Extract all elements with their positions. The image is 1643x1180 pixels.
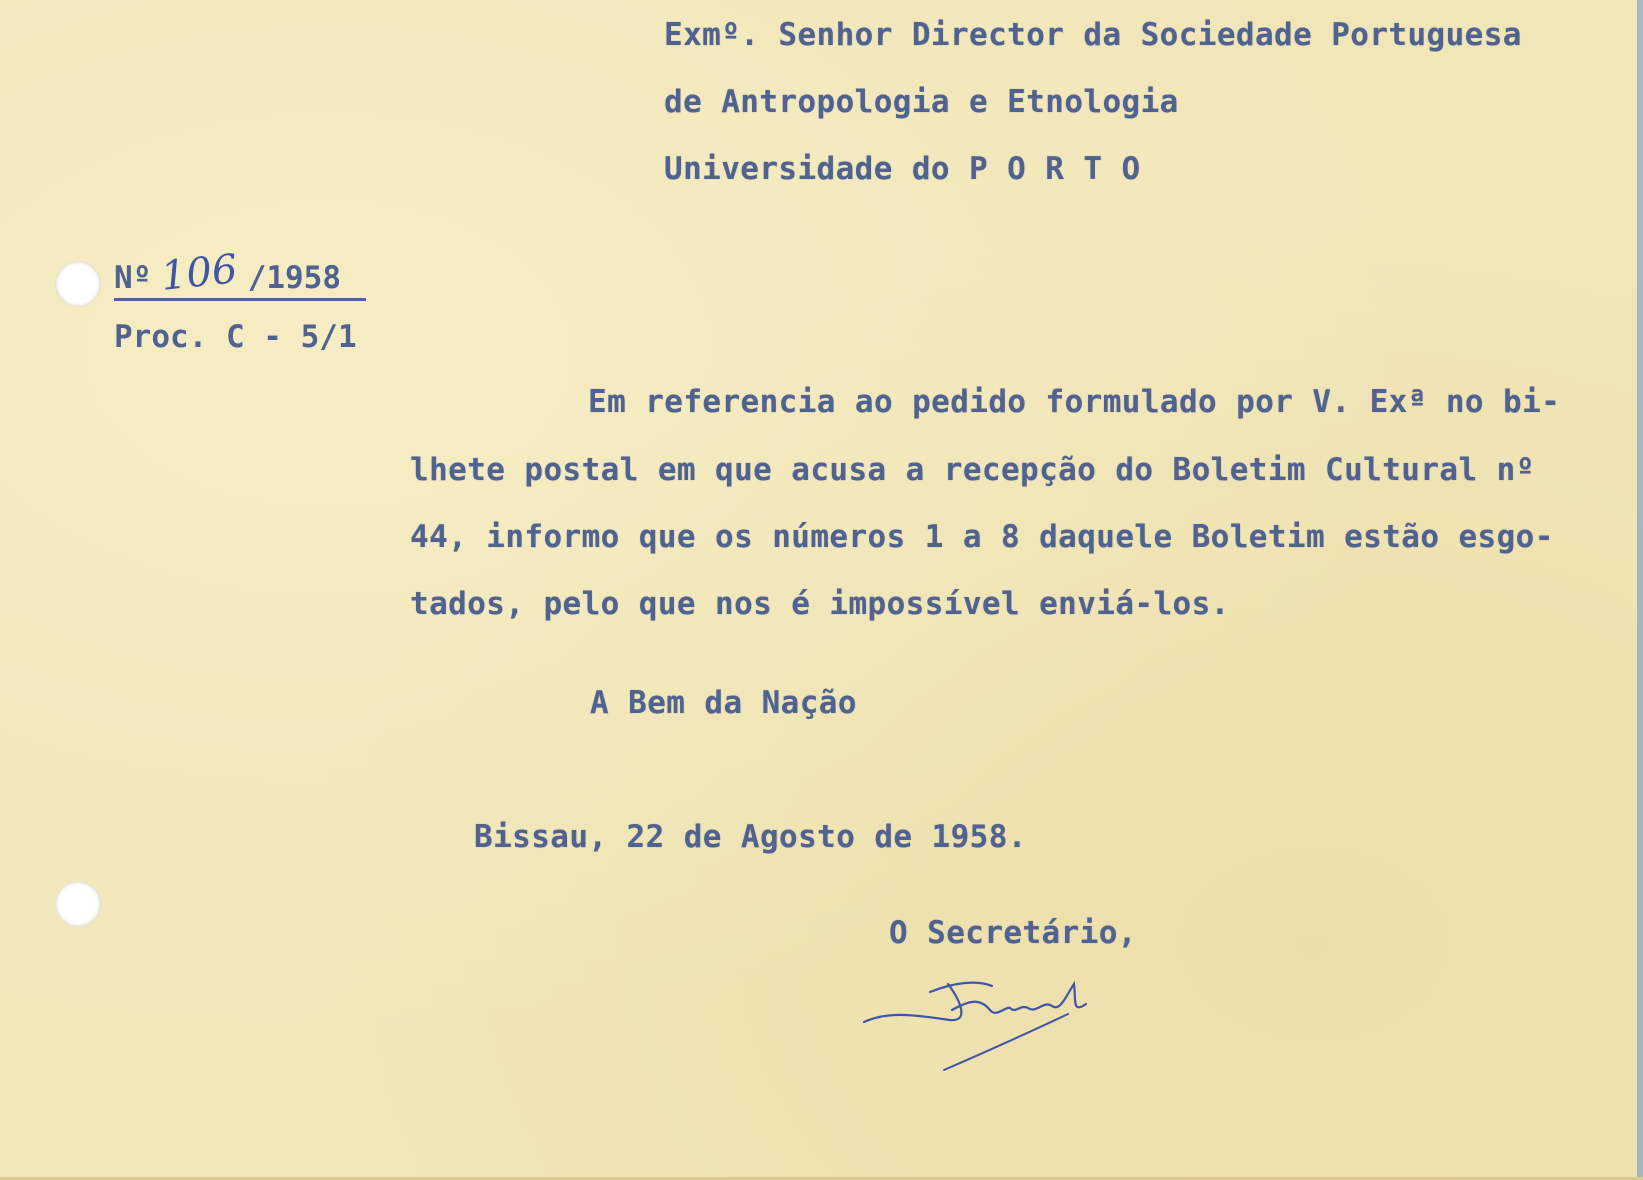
punch-hole-bottom — [55, 881, 101, 927]
body-line-1: Em referencia ao pedido formulado por V. Exª no bi- — [588, 384, 1561, 420]
body-line-4: tados, pelo que nos é impossível enviá-los. — [410, 586, 1230, 622]
recipient-line-2: de Antropologia e Etnologia — [664, 84, 1179, 120]
process-reference: Proc. C - 5/1 — [114, 319, 357, 355]
reference-number-handwritten: 106 — [159, 246, 240, 300]
paper-edge — [1637, 0, 1643, 1180]
recipient-line-3: Universidade do P O R T O — [664, 151, 1141, 187]
handwritten-signature — [860, 970, 1140, 1080]
body-line-3: 44, informo que os números 1 a 8 daquele Boletim estão esgo- — [410, 519, 1554, 555]
recipient-line-1: Exmº. Senhor Director da Sociedade Portuguesa — [664, 17, 1522, 53]
closing-salutation: A Bem da Nação — [590, 685, 857, 721]
reference-number-prefix: Nº — [114, 260, 152, 296]
punch-hole-top — [55, 261, 101, 307]
reference-number — [114, 246, 366, 301]
signatory-title: O Secretário, — [889, 915, 1137, 951]
reference-block — [114, 246, 366, 355]
body-line-2: lhete postal em que acusa a recepção do Boletim Cultural nº — [410, 452, 1535, 488]
reference-number-year: /1958 — [247, 260, 342, 296]
place-date: Bissau, 22 de Agosto de 1958. — [474, 819, 1027, 855]
